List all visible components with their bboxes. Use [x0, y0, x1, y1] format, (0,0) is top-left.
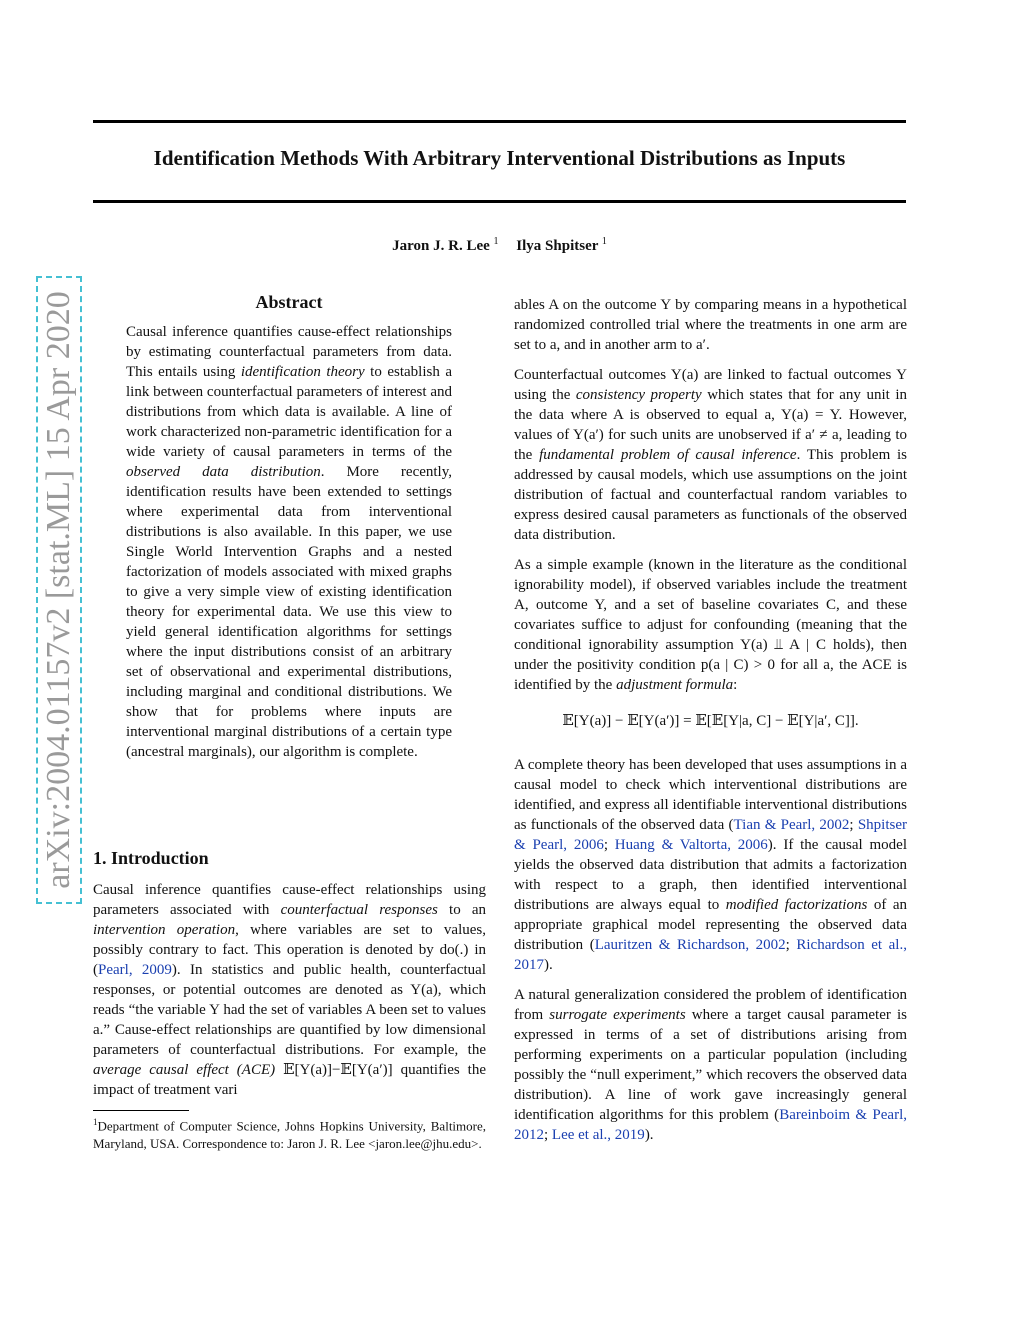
emphasis: counterfactual responses — [280, 902, 438, 918]
math-inline: 𝔼[Y(a)]−𝔼[Y(a′)] — [283, 1062, 393, 1078]
citation-link[interactable]: Bareinboim & Pearl, 2012 — [514, 1107, 908, 1143]
abstract-section — [126, 292, 452, 762]
citation-link[interactable]: Shpitser & Pearl, 2006 — [514, 817, 907, 853]
right-paragraph-1: ables A on the outcome Y by comparing means in a hypothetical randomized controlled trial where the treatments in one arm are set to a, and in another arm to a′. — [514, 297, 907, 353]
adjustment-equation: 𝔼[Y(a)] − 𝔼[Y(a′)] = 𝔼[𝔼[Y|a, C] − 𝔼[Y|a′, C]]. — [562, 713, 859, 729]
text-run: to an — [437, 902, 487, 918]
paper-title: Identification Methods With Arbitrary Interventional Distributions as Inputs — [153, 146, 846, 170]
footnote-mark: 1 — [93, 1117, 98, 1127]
text-run: , where variables are set to values, possibly contrary to fact. This operation is denoted by do(.) in ( — [93, 922, 486, 978]
right-paragraph-5 — [514, 985, 907, 1145]
text-run: ). In statistics and public health, counterfactual responses, or potential outcomes are denoted as Y(a), which reads “the variable Y had the set of variables A been set to values a.” Cause-effect relationships are quantified by low dimensional parameters of counterfactual distributions. For example, the — [93, 962, 486, 1058]
introduction-heading: 1. Introduction — [93, 848, 209, 868]
affiliation-mark: 1 — [601, 236, 607, 247]
citation-link[interactable]: Lee et al., 2019 — [551, 1127, 645, 1143]
text-run: ; — [603, 837, 615, 853]
text-run: . This problem is addressed by causal models, which use assumptions on the joint distribution of factual and counterfactual random variables to express desired causal parameters as functionals of the observed data distribution. — [514, 447, 907, 543]
arxiv-identifier: arXiv:2004.01157v2 [stat.ML] 15 Apr 2020 — [40, 280, 78, 900]
emphasis: identification theory — [240, 364, 365, 380]
citation-link[interactable]: Lauritzen & Richardson, 2002 — [594, 937, 786, 953]
right-paragraph-4 — [514, 755, 907, 975]
title-rule-bottom — [93, 200, 906, 203]
abstract-heading: Abstract — [255, 292, 323, 312]
text-run: . More recently, identification results have been extended to settings where experimental data from interventional distributions is also available. In this paper, we use Single World Intervention Graphs and a nested factorization of models associated with mixed graphs to give a very simple view of existing identification theory for experimental data. We use this view to yield general identification algorithms for settings where the input distributions consist of an arbitrary set of observational and experimental distributions, including marginal and conditional distributions. We show that for problems where inputs are interventional marginal distributions of a certain type (ancestral marginals), our algorithm is complete. — [126, 464, 452, 760]
text-run: to establish a link between counterfactual parameters of interest and distributions from which data is available. A line of work characterized non-parametric identification for a wide variety of causal parameters in terms of the — [126, 364, 453, 460]
emphasis: surrogate experiments — [549, 1007, 686, 1023]
emphasis: adjustment formula — [616, 677, 734, 693]
right-paragraph-3 — [514, 555, 907, 695]
citation-link[interactable]: Huang & Valtorta, 2006 — [614, 837, 768, 853]
text-run: ). — [644, 1127, 654, 1143]
text-run: : — [733, 677, 738, 693]
text-run: Causal inference quantifies cause-effect relationships using parameters associated with — [93, 882, 486, 918]
introduction-section — [93, 848, 486, 1100]
emphasis: consistency property — [575, 387, 702, 403]
text-run: A complete theory has been developed that uses assumptions in a causal model to check which interventional distributions are identified, and express all identifiable interventional distributions as functionals of the observed data ( — [514, 757, 907, 833]
author-1 — [392, 238, 498, 254]
intro-paragraph-1 — [93, 880, 486, 1100]
author-2 — [516, 238, 607, 254]
text-run: Causal inference quantifies cause-effect relationships by estimating counterfactual parameters from data. This entails using — [126, 324, 452, 380]
text-run: of an appropriate graphical model representing the observed data distribution ( — [514, 897, 908, 953]
author-name: Ilya Shpitser — [516, 238, 599, 254]
text-run: where a target causal parameter is expressed in terms of a set of distributions arising from performing experiments on a particular population (including possibly the “null experiment,” which recovers the observed data distribution). A line of work gave increasingly general identification algorithms for this problem ( — [514, 1007, 907, 1123]
text-run: ; — [544, 1127, 552, 1143]
title-rule-top — [93, 120, 906, 123]
affiliation-mark: 1 — [493, 236, 499, 247]
text-run: Counterfactual outcomes Y(a) are linked to factual outcomes Y using the — [514, 367, 907, 403]
footnote — [93, 1113, 486, 1153]
emphasis: fundamental problem of causal inference — [539, 447, 797, 463]
emphasis: observed data distribution — [126, 464, 321, 480]
emphasis: average causal effect (ACE) — [93, 1062, 276, 1078]
text-run: A natural generalization considered the problem of identification from — [514, 987, 907, 1023]
citation-link[interactable]: Tian & Pearl, 2002 — [733, 817, 850, 833]
citation-link[interactable]: Pearl, 2009 — [98, 962, 172, 978]
emphasis: intervention operation — [93, 922, 236, 938]
footnote-text: Department of Computer Science, Johns Hopkins University, Baltimore, Maryland, USA. Correspondence to: Jaron J. R. Lee <jaron.lee@jhu.edu>. — [93, 1118, 486, 1152]
author-list — [93, 236, 906, 255]
text-run: which states that for any unit in the data where A is observed to equal a, Y(a) = Y. However, values of Y(a′) for such units are unobserved if a′ ≠ a, leading to the — [514, 387, 907, 463]
right-column — [514, 295, 907, 1155]
text-run: ; — [785, 937, 797, 953]
right-paragraph-2 — [514, 365, 907, 545]
footnote-rule — [93, 1110, 189, 1111]
text-run: ). — [544, 957, 553, 973]
author-name: Jaron J. R. Lee — [392, 238, 490, 254]
text-run: ). If the causal model yields the observed data distribution that admits a factorization with respect to a graph, then identified interventional distributions are always equal to — [514, 837, 907, 913]
citation-link[interactable]: Richardson et al., 2017 — [514, 937, 907, 973]
emphasis: modified factorizations — [725, 897, 868, 913]
abstract-text — [126, 322, 452, 762]
text-run: ; — [849, 817, 858, 833]
text-run: quantifies the impact of treatment vari — [93, 1062, 486, 1098]
text-run: As a simple example (known in the literature as the conditional ignorability model), if observed variables include the treatment A, outcome Y, and a set of baseline covariates C, and these covariates suffice to adjust for confounding (meaning that the conditional ignorability assumption Y(a) ⫫ A | C holds), then under the positivity condition p(a | C) > 0 for all a, the ACE is identified by the — [514, 557, 907, 693]
